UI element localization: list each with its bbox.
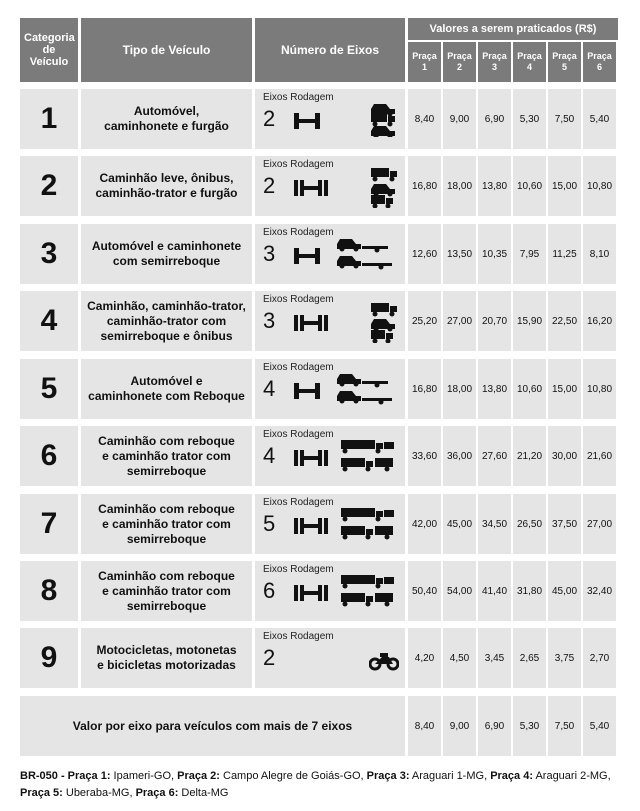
header-categoria: [20, 18, 78, 82]
valor-text: 12,60: [411, 248, 438, 260]
tipo-text: Caminhão, caminhão-trator, caminhão-trator com semirreboque e ônibus: [87, 298, 246, 343]
valor-text: 5,40: [589, 720, 610, 732]
valor-praca-6: [583, 628, 616, 688]
valor-praca-5: [548, 89, 581, 149]
valor-text: 5,30: [519, 113, 540, 125]
valor-praca-4: [513, 156, 546, 216]
axle-dual-icon: [293, 583, 329, 603]
header-praca-label: Praça 2: [447, 51, 472, 72]
footer-note: [20, 768, 630, 802]
valor-text: 5,40: [589, 113, 610, 125]
valor-text: 7,95: [519, 248, 540, 260]
valor-text: 13,80: [481, 180, 508, 192]
footer-bold-segment: Praça 2:: [177, 770, 220, 782]
valor-text: 25,20: [411, 315, 438, 327]
axle-dual-icon: [293, 178, 329, 198]
eixos-count: 3: [263, 308, 276, 333]
valor-por-eixo-label: Valor por eixo para veículos com mais de 7 eixos: [72, 718, 353, 733]
valor-eixo-praca-2: [443, 696, 476, 756]
row-eixos: [255, 291, 405, 351]
tipo-text: Caminhão com reboque e caminhão trator com semirreboque: [98, 433, 235, 478]
eixos-count: 6: [263, 578, 276, 603]
valor-praca-6: [583, 494, 616, 554]
eixos-rodagem-label: Eixos Rodagem: [263, 497, 334, 508]
axle-diagram: [293, 313, 329, 338]
axle-diagram: [293, 178, 329, 203]
valor-text: 54,00: [446, 585, 473, 597]
valor-praca-2: [443, 494, 476, 554]
valor-praca-4: [513, 426, 546, 486]
header-tipo-label: Tipo de Veículo: [122, 43, 211, 57]
valor-text: 10,60: [516, 180, 543, 192]
valor-eixo-praca-3: [478, 696, 511, 756]
valor-text: 26,50: [516, 518, 543, 530]
header-categoria-label: Categoria de Veículo: [24, 32, 75, 68]
semi-truck-icon: [341, 506, 399, 542]
axle-diagram: [293, 246, 321, 271]
valor-text: 6,90: [484, 113, 505, 125]
valor-text: 6,90: [484, 720, 505, 732]
valor-text: 4,20: [414, 652, 435, 664]
valor-praca-2: [443, 561, 476, 621]
row-categoria: [20, 291, 78, 351]
header-eixos-label: Número de Eixos: [280, 43, 380, 57]
header-praca-6: [583, 42, 616, 82]
valor-text: 10,80: [586, 180, 613, 192]
valor-praca-6: [583, 89, 616, 149]
truck-icon: [369, 303, 399, 343]
valor-praca-6: [583, 156, 616, 216]
valor-praca-5: [548, 494, 581, 554]
tipo-text: Motocicletas, motonetas e bicicletas motorizadas: [96, 643, 237, 672]
categoria-number: 2: [40, 169, 58, 202]
axle-simple-icon: [293, 246, 321, 266]
header-praca-label: Praça 4: [517, 51, 542, 72]
valor-praca-1: [408, 89, 441, 149]
row-eixos: [255, 494, 405, 554]
valor-text: 10,80: [586, 383, 613, 395]
valor-praca-3: [478, 628, 511, 688]
footer-text-segment: Araguari 2-MG,: [533, 770, 611, 782]
valor-eixo-praca-1: [408, 696, 441, 756]
header-praca-5: [548, 42, 581, 82]
valor-text: 27,00: [586, 518, 613, 530]
row-eixos: [255, 628, 405, 688]
row-tipo: [81, 89, 252, 149]
valor-text: 21,20: [516, 450, 543, 462]
valor-text: 9,00: [449, 720, 470, 732]
valor-text: 18,00: [446, 383, 473, 395]
valor-praca-1: [408, 291, 441, 351]
tipo-text: Caminhão com reboque e caminhão trator com semirreboque: [98, 501, 235, 546]
valor-text: 7,50: [554, 720, 575, 732]
valor-text: 20,70: [481, 315, 508, 327]
eixos-rodagem-label: Eixos Rodagem: [263, 429, 334, 440]
row-tipo: [81, 359, 252, 419]
eixos-rodagem-label: Eixos Rodagem: [263, 159, 334, 170]
header-praca-label: Praça 1: [412, 51, 437, 72]
valor-text: 31,80: [516, 585, 543, 597]
footer-text-segment: Campo Alegre de Goiás-GO,: [219, 770, 367, 782]
row-valor-por-eixo: [20, 696, 405, 756]
valor-text: 2,65: [519, 652, 540, 664]
valor-praca-6: [583, 359, 616, 419]
row-tipo: [81, 494, 252, 554]
car-trailer-icon: [337, 236, 399, 270]
valor-text: 27,00: [446, 315, 473, 327]
valor-text: 32,40: [586, 585, 613, 597]
valor-text: 50,40: [411, 585, 438, 597]
row-categoria: [20, 628, 78, 688]
car-icon: [369, 101, 399, 137]
valor-text: 10,35: [481, 248, 508, 260]
row-categoria: [20, 156, 78, 216]
row-categoria: [20, 561, 78, 621]
eixos-rodagem-label: Eixos Rodagem: [263, 362, 334, 373]
eixos-rodagem-label: Eixos Rodagem: [263, 227, 334, 238]
categoria-number: 9: [40, 641, 58, 674]
axle-diagram: [293, 583, 329, 608]
valor-text: 5,30: [519, 720, 540, 732]
vehicle-illustration: [341, 438, 399, 479]
valor-praca-6: [583, 426, 616, 486]
valor-eixo-praca-5: [548, 696, 581, 756]
valor-text: 13,50: [446, 248, 473, 260]
valor-praca-3: [478, 89, 511, 149]
valor-praca-6: [583, 291, 616, 351]
categoria-number: 1: [40, 102, 58, 135]
valor-praca-5: [548, 224, 581, 284]
valor-text: 33,60: [411, 450, 438, 462]
valor-praca-4: [513, 628, 546, 688]
valor-text: 45,00: [551, 585, 578, 597]
valor-praca-4: [513, 291, 546, 351]
vehicle-illustration: [369, 168, 399, 213]
valor-text: 13,80: [481, 383, 508, 395]
valor-text: 10,60: [516, 383, 543, 395]
valor-text: 9,00: [449, 113, 470, 125]
row-categoria: [20, 224, 78, 284]
row-tipo: [81, 561, 252, 621]
eixos-count: 5: [263, 511, 276, 536]
header-praca-label: Praça 3: [482, 51, 507, 72]
valor-text: 3,75: [554, 652, 575, 664]
row-eixos: [255, 426, 405, 486]
footer-text-segment: Uberaba-MG,: [62, 787, 136, 799]
valor-praca-3: [478, 224, 511, 284]
axle-diagram: [293, 516, 329, 541]
semi-truck-icon: [341, 573, 399, 609]
header-praca-4: [513, 42, 546, 82]
axle-diagram: [293, 111, 321, 136]
vehicle-illustration: [369, 303, 399, 348]
valor-eixo-praca-4: [513, 696, 546, 756]
axle-diagram: [293, 381, 321, 406]
valor-text: 27,60: [481, 450, 508, 462]
valor-praca-2: [443, 426, 476, 486]
valor-praca-3: [478, 561, 511, 621]
valor-praca-4: [513, 561, 546, 621]
axle-dual-icon: [293, 448, 329, 468]
row-tipo: [81, 224, 252, 284]
valor-text: 16,20: [586, 315, 613, 327]
valor-praca-1: [408, 494, 441, 554]
valor-text: 16,80: [411, 383, 438, 395]
valor-praca-1: [408, 426, 441, 486]
row-tipo: [81, 628, 252, 688]
tipo-text: Automóvel, caminhonete e furgão: [104, 104, 229, 133]
valor-eixo-praca-6: [583, 696, 616, 756]
footer-text-segment: Ipameri-GO,: [110, 770, 178, 782]
categoria-number: 5: [40, 372, 58, 405]
valor-praca-4: [513, 359, 546, 419]
valor-text: 7,50: [554, 113, 575, 125]
eixos-count: 2: [263, 645, 276, 670]
valor-praca-5: [548, 291, 581, 351]
row-tipo: [81, 426, 252, 486]
valor-praca-3: [478, 426, 511, 486]
valor-text: 16,80: [411, 180, 438, 192]
valor-praca-5: [548, 628, 581, 688]
vehicle-illustration: [369, 650, 399, 677]
eixos-rodagem-label: Eixos Rodagem: [263, 631, 334, 642]
header-praca-label: Praça 6: [587, 51, 612, 72]
valor-praca-1: [408, 156, 441, 216]
valor-text: 45,00: [446, 518, 473, 530]
row-tipo: [81, 156, 252, 216]
valor-praca-5: [548, 359, 581, 419]
valor-text: 18,00: [446, 180, 473, 192]
footer-bold-segment: Praça 4:: [490, 770, 533, 782]
header-praca-1: [408, 42, 441, 82]
valor-text: 34,50: [481, 518, 508, 530]
valor-praca-6: [583, 224, 616, 284]
truck-icon: [369, 168, 399, 208]
eixos-count: 4: [263, 376, 276, 401]
axle-diagram: [293, 448, 329, 473]
valor-praca-1: [408, 359, 441, 419]
row-categoria: [20, 494, 78, 554]
eixos-count: 4: [263, 443, 276, 468]
axle-dual-icon: [293, 516, 329, 536]
footer-text-segment: Araguari 1-MG,: [409, 770, 491, 782]
valor-text: 15,90: [516, 315, 543, 327]
eixos-rodagem-label: Eixos Rodagem: [263, 294, 334, 305]
valor-text: 8,10: [589, 248, 610, 260]
row-eixos: [255, 156, 405, 216]
eixos-count: 2: [263, 173, 276, 198]
footer-bold-segment: Praça 5:: [20, 787, 63, 799]
categoria-number: 8: [40, 574, 58, 607]
footer-bold-segment: BR-050 - Praça 1:: [20, 770, 111, 782]
vehicle-illustration: [341, 573, 399, 614]
valor-text: 36,00: [446, 450, 473, 462]
row-categoria: [20, 89, 78, 149]
eixos-rodagem-label: Eixos Rodagem: [263, 564, 334, 575]
header-praca-2: [443, 42, 476, 82]
valor-text: 37,50: [551, 518, 578, 530]
valor-text: 11,25: [552, 248, 577, 260]
valor-praca-5: [548, 561, 581, 621]
car-trailer-icon: [337, 371, 399, 405]
row-categoria: [20, 426, 78, 486]
valor-text: 4,50: [449, 652, 470, 664]
categoria-number: 7: [40, 507, 58, 540]
categoria-number: 6: [40, 439, 58, 472]
valor-text: 41,40: [481, 585, 508, 597]
valor-text: 3,45: [484, 652, 505, 664]
header-tipo: [81, 18, 252, 82]
tipo-text: Caminhão leve, ônibus, caminhão-trator e furgão: [95, 171, 238, 200]
valor-text: 8,40: [414, 720, 435, 732]
axle-simple-icon: [293, 381, 321, 401]
valor-praca-2: [443, 359, 476, 419]
valor-praca-2: [443, 291, 476, 351]
semi-truck-icon: [341, 438, 399, 474]
valor-text: 30,00: [551, 450, 578, 462]
categoria-number: 4: [40, 304, 58, 337]
header-praca-3: [478, 42, 511, 82]
footer-bold-segment: Praça 3:: [366, 770, 410, 782]
valor-praca-3: [478, 156, 511, 216]
valor-text: 42,00: [411, 518, 438, 530]
row-eixos: [255, 89, 405, 149]
header-eixos: [255, 18, 405, 82]
row-eixos: [255, 359, 405, 419]
valor-praca-4: [513, 494, 546, 554]
row-tipo: [81, 291, 252, 351]
header-praca-label: Praça 5: [552, 51, 577, 72]
valor-praca-4: [513, 89, 546, 149]
valor-praca-1: [408, 561, 441, 621]
axle-simple-icon: [293, 111, 321, 131]
footer-text-segment: Delta-MG: [178, 787, 229, 799]
row-categoria: [20, 359, 78, 419]
axle-dual-icon: [293, 313, 329, 333]
row-eixos: [255, 561, 405, 621]
valor-text: 8,40: [414, 113, 435, 125]
valor-praca-2: [443, 89, 476, 149]
valor-praca-1: [408, 224, 441, 284]
motorcycle-icon: [369, 650, 399, 672]
valor-text: 15,00: [551, 180, 578, 192]
vehicle-illustration: [341, 506, 399, 547]
footer-bold-segment: Praça 6:: [135, 787, 179, 799]
row-eixos: [255, 224, 405, 284]
categoria-number: 3: [40, 237, 58, 270]
header-valores: [408, 18, 618, 40]
valor-praca-4: [513, 224, 546, 284]
tipo-text: Automóvel e caminhonete com semirreboque: [91, 239, 242, 268]
vehicle-illustration: [337, 236, 399, 275]
valor-text: 22,50: [551, 315, 578, 327]
vehicle-illustration: [337, 371, 399, 410]
valor-text: 15,00: [551, 383, 578, 395]
valor-praca-2: [443, 224, 476, 284]
eixos-count: 3: [263, 241, 276, 266]
valor-praca-2: [443, 156, 476, 216]
valor-praca-3: [478, 494, 511, 554]
valor-praca-3: [478, 359, 511, 419]
eixos-count: 2: [263, 106, 276, 131]
vehicle-illustration: [369, 101, 399, 142]
valor-text: 2,70: [589, 652, 610, 664]
header-valores-label: Valores a serem praticados (R$): [429, 23, 597, 35]
tipo-text: Automóvel e caminhonete com Reboque: [88, 374, 245, 403]
valor-praca-6: [583, 561, 616, 621]
valor-text: 21,60: [586, 450, 613, 462]
valor-praca-1: [408, 628, 441, 688]
valor-praca-5: [548, 426, 581, 486]
valor-praca-5: [548, 156, 581, 216]
eixos-rodagem-label: Eixos Rodagem: [263, 92, 334, 103]
valor-praca-3: [478, 291, 511, 351]
tipo-text: Caminhão com reboque e caminhão trator com semirreboque: [98, 568, 235, 613]
valor-praca-2: [443, 628, 476, 688]
